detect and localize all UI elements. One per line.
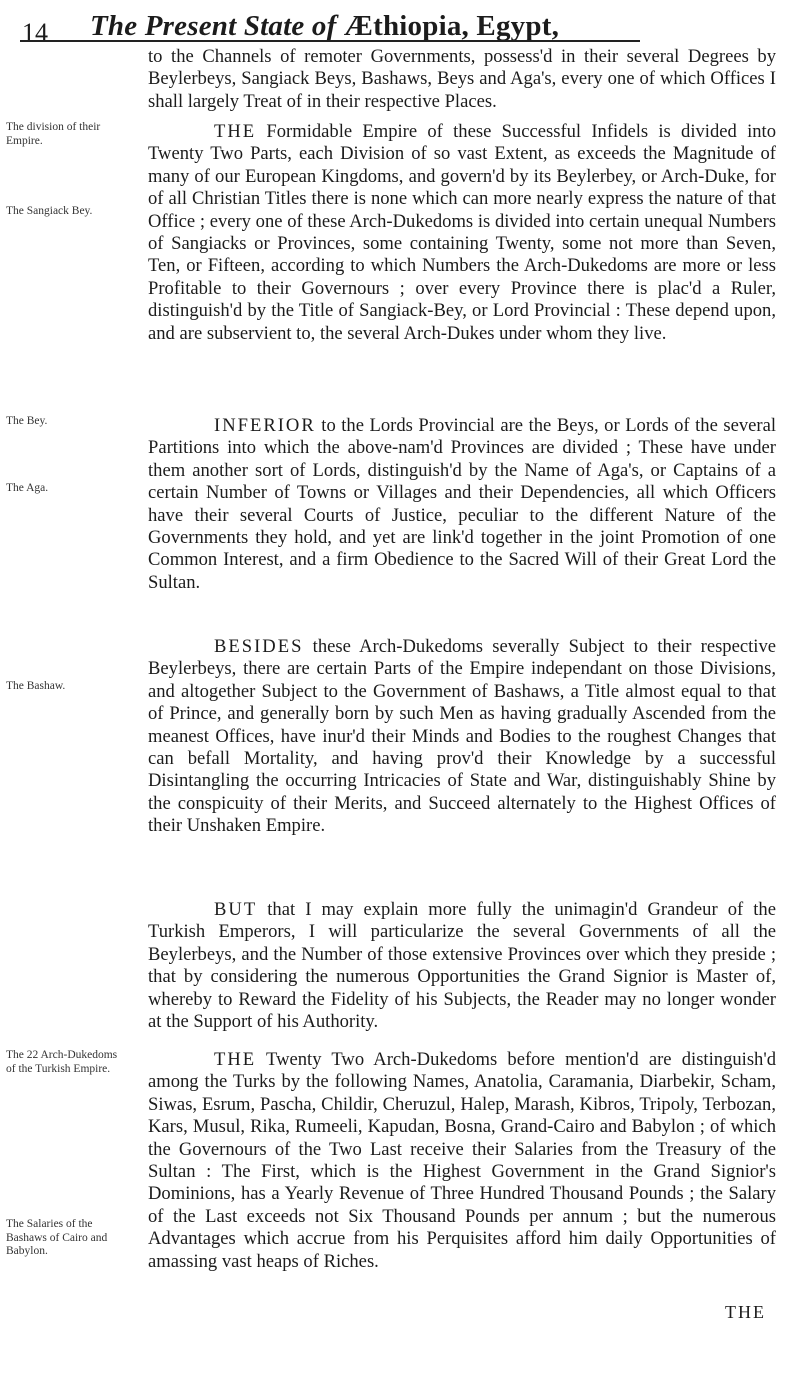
page-number: 14 <box>22 18 48 47</box>
paragraph-text: to the Channels of remoter Governments, possess'd in their several Degrees by Beylerbeys, Sangiack Beys, Bashaws, Beys and Aga's, every one of which Offices I shall largely Treat of in their respective Places. <box>148 46 776 112</box>
paragraph-text: Formidable Empire of these Successful Infidels is divided into Twenty Two Parts, each Division of so vast Extent, as exceeds the Magnitude of many of our European Kingdoms, and govern'd by its Beylerbey, or Arch-Duke, for of all Christian Titles there is none which can more nearly express the nature of that Office ; every one of these Arch-Dukedoms is divided into certain unequal Numbers of Sangiacks or Provinces, some containing Twenty, some not more than Seven, Ten, or Fifteen, according to which Numbers the Arch-Dukedoms are more or less Profitable to their Governours ; over every Province there is plac'd a Ruler, distinguish'd by the Title of Sangiack-Bey, or Lord Provincial : These depend upon, and are subservient to, the several Arch-Dukes under whom they live. <box>148 121 776 344</box>
margin-note-arch-dukedoms: The 22 Arch-Dukedoms of the Turkish Empire. <box>6 1049 118 1075</box>
paragraph-grandeur <box>148 899 776 1033</box>
margin-note-salaries: The Salaries of the Bashaws of Cairo and Babylon. <box>6 1218 108 1257</box>
catchword: THE <box>725 1302 766 1322</box>
paragraph-continuation <box>148 46 776 113</box>
header-rule <box>20 40 640 42</box>
margin-note-sangiack-bey: The Sangiack Bey. <box>6 205 93 217</box>
paragraph-text: that I may explain more fully the unimagin'd Grandeur of the Turkish Emperors, I will particularize the several Governments of all the Beylerbeys, and the Number of those extensive Provinces over which they preside ; that by considering the numerous Opportunities the Grand Signior is Master of, whereby to Reward the Fidelity of his Subjects, the Reader may no longer wonder at the Support of his Authority. <box>148 899 776 1033</box>
paragraph-beys <box>148 415 776 594</box>
paragraph-empire-division <box>148 121 776 345</box>
paragraph-text: to the Lords Provincial are the Beys, or Lords of the several Partitions into which the above-nam'd Provinces are divided ; These have under them another sort of Lords, distinguish'd by the Name of Aga's, or Captains of a certain Number of Towns or Villages and their Dependencies, all which Officers have their several Courts of Justice, peculiar to the different Nature of the Governments they hold, and yet are link'd together in the joint Promotion of one Common Interest, and a firm Obedience to the Sacred Will of their Great Lord the Sultan. <box>148 415 776 593</box>
paragraph-lead: THE <box>214 1049 257 1070</box>
paragraph-lead: BUT <box>214 899 258 920</box>
paragraph-arch-dukedoms <box>148 1049 776 1273</box>
running-title <box>90 10 559 43</box>
paragraph-text: Twenty Two Arch-Dukedoms before mention'd are distinguish'd among the Turks by the following Names, Anatolia, Caramania, Diarbekir, Scham, Siwas, Esrum, Pascha, Childir, Cheruzul, Halep, Marash, Kibros, Tripoly, Terbozan, Kars, Musul, Rika, Rumeeli, Kapudan, Bosna, Grand-Cairo and Babylon ; of which the Governours of the Two Last receive their Salaries from the Treasury of the Sultan : The First, which is the Highest Government in the Grand Signior's Dominions, has a Yearly Revenue of Three Hundred Thousand Pounds ; the Salary of the Last exceeds not Six Thousand Pounds per annum ; but the numerous Advantages which accrue from his Perquisites afford him daily Opportunities of amassing vast heaps of Riches. <box>148 1049 777 1272</box>
paragraph-text: these Arch-Dukedoms severally Subject to their respective Beylerbeys, there are certain Parts of the Empire independant on those Divisions, and altogether Subject to the Government of Bashaws, a Title almost equal to that of Prince, and generally born by such Men as having gradually Ascended from the meanest Offices, have inur'd their Minds and Bodies to the roughest Changes that can befall Mortality, and having prov'd their Knowledge by a successful Disintangling the occurring Intricacies of State and War, distinguishably Shine by the conspicuity of their Merits, and Succeed alternately to the Highest Offices of their Unshaken Empire. <box>148 636 776 837</box>
margin-note-aga: The Aga. <box>6 482 49 494</box>
margin-note-bashaw: The Bashaw. <box>6 680 66 692</box>
running-title-main: Æthiopia, Egypt, <box>343 10 560 42</box>
page-header <box>14 6 654 47</box>
paragraph-lead: BESIDES <box>214 636 304 657</box>
running-title-prefix: The Present State of <box>90 10 344 42</box>
margin-note-bey: The Bey. <box>6 415 48 427</box>
paragraph-lead: INFERIOR <box>214 415 316 436</box>
margin-note-division: The division of their Empire. <box>6 121 101 147</box>
paragraph-lead: THE <box>214 121 257 142</box>
paragraph-bashaws <box>148 636 776 838</box>
